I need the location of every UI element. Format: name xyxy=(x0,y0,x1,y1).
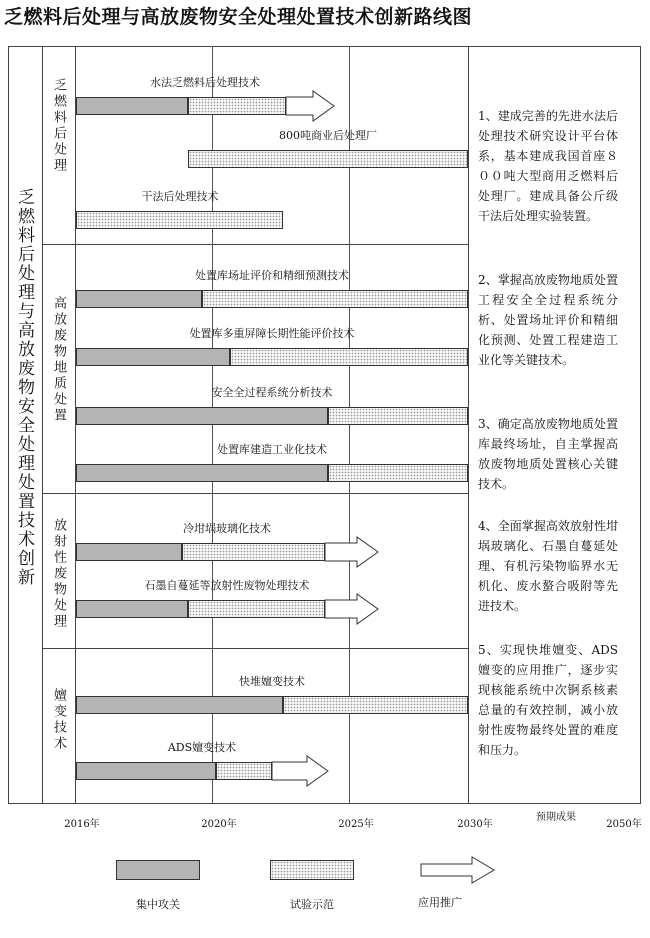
bar-concentrated-research xyxy=(76,97,188,115)
diagram-title: 乏燃料后处理与高放废物安全处理处置技术创新路线图 xyxy=(4,6,473,28)
tick-2030: 2030年 xyxy=(457,819,493,830)
bar-pilot-demonstration xyxy=(182,543,325,561)
result-1: 1、建成完善的先进水法后处理技术研究设计平台体系，基本建成我国首座８００吨大型商用乏燃料后处理厂。建成具备公斤级干法后处理实验装置。 xyxy=(478,109,618,223)
bar-concentrated-research xyxy=(76,290,202,308)
arrow-application-promotion xyxy=(285,90,335,122)
bar-title: 处置库建造工业化技术 xyxy=(217,443,327,456)
bar-title: 处置库场址评价和精细预测技术 xyxy=(195,269,349,282)
section-divider xyxy=(42,648,468,649)
bar-title: ADS嬗变技术 xyxy=(167,741,237,754)
outer-label: 乏燃料后处理与高放废物安全处理处置技术创新 xyxy=(14,188,34,587)
tick-2025: 2025年 xyxy=(338,819,374,830)
result-4: 4、全面掌握高效放射性坩埚玻璃化、石墨自蔓延处理、有机污染物临界水无机化、废水螯合吸附等先进技术。 xyxy=(478,519,618,613)
legend-solid-label: 集中攻关 xyxy=(136,898,180,911)
result-3: 3、确定高放废物地质处置库最终场址，自主掌握高放废物地质处置核心关键技术。 xyxy=(478,417,618,491)
bar-pilot-demonstration xyxy=(188,150,468,168)
legend-solid-swatch xyxy=(116,860,200,880)
section-label-transmutation: 嬗变技术 xyxy=(51,688,66,752)
bar-title: 处置库多重屏障长期性能评价技术 xyxy=(189,327,355,340)
bar-pilot-demonstration xyxy=(328,464,468,482)
bar-concentrated-research xyxy=(76,407,328,425)
bar-pilot-demonstration xyxy=(202,290,468,308)
arrow-application-promotion xyxy=(271,755,329,787)
legend-dotted-swatch xyxy=(270,860,354,880)
bar-title: 快堆嬗变技术 xyxy=(239,675,305,688)
bar-pilot-demonstration xyxy=(188,97,286,115)
bar-concentrated-research xyxy=(76,696,283,714)
bar-title: 800吨商业后处理厂 xyxy=(279,129,377,142)
section-label-radioactive-waste: 放射性废物处理 xyxy=(51,518,66,630)
arrow-application-promotion xyxy=(324,593,379,625)
bar-title: 干法后处理技术 xyxy=(141,190,219,203)
bar-concentrated-research xyxy=(76,762,216,780)
results-axis-label: 预期成果 xyxy=(536,812,576,823)
bar-title: 水法乏燃料后处理技术 xyxy=(150,76,260,89)
legend-dotted-label: 试验示范 xyxy=(290,898,334,911)
tick-2020: 2020年 xyxy=(201,819,237,830)
bar-concentrated-research xyxy=(76,348,230,366)
section-label-geological-disposal: 高放废物地质处置 xyxy=(51,296,66,424)
result-5: 5、实现快堆嬗变、ADS嬗变的应用推广，逐步实现核能系统中次锕系核素总量的有效控制，减小放射性废物最终处置的难度和压力。 xyxy=(478,643,618,757)
bar-concentrated-research xyxy=(76,543,182,561)
tick-2016: 2016年 xyxy=(64,819,100,830)
legend-arrow-label: 应用推广 xyxy=(418,896,462,909)
bar-title: 安全全过程系统分析技术 xyxy=(211,386,333,399)
bar-title: 石墨自蔓延等放射性废物处理技术 xyxy=(144,579,310,592)
tick-2050: 2050年 xyxy=(606,819,642,830)
result-2: 2、掌握高放废物地质处置工程安全全过程系统分析、处置场址评价和精细化预测、处置工程建造工业化等关键技术。 xyxy=(478,273,618,367)
results-divider xyxy=(468,46,469,804)
section-label-divider xyxy=(75,46,76,804)
bar-pilot-demonstration xyxy=(328,407,468,425)
bar-concentrated-research xyxy=(76,464,328,482)
section-divider xyxy=(42,244,468,245)
outer-label-divider xyxy=(42,46,43,804)
bar-pilot-demonstration xyxy=(230,348,468,366)
legend-arrow-swatch xyxy=(420,855,496,885)
bar-concentrated-research xyxy=(76,600,188,618)
bar-pilot-demonstration xyxy=(283,696,468,714)
section-label-reprocessing: 乏燃料后处理 xyxy=(51,78,66,174)
bar-pilot-demonstration xyxy=(216,762,272,780)
section-divider xyxy=(42,493,468,494)
bar-title: 冷坩埚玻璃化技术 xyxy=(183,522,271,535)
arrow-application-promotion xyxy=(324,536,379,568)
bar-pilot-demonstration xyxy=(188,600,325,618)
bar-pilot-demonstration xyxy=(76,211,283,229)
